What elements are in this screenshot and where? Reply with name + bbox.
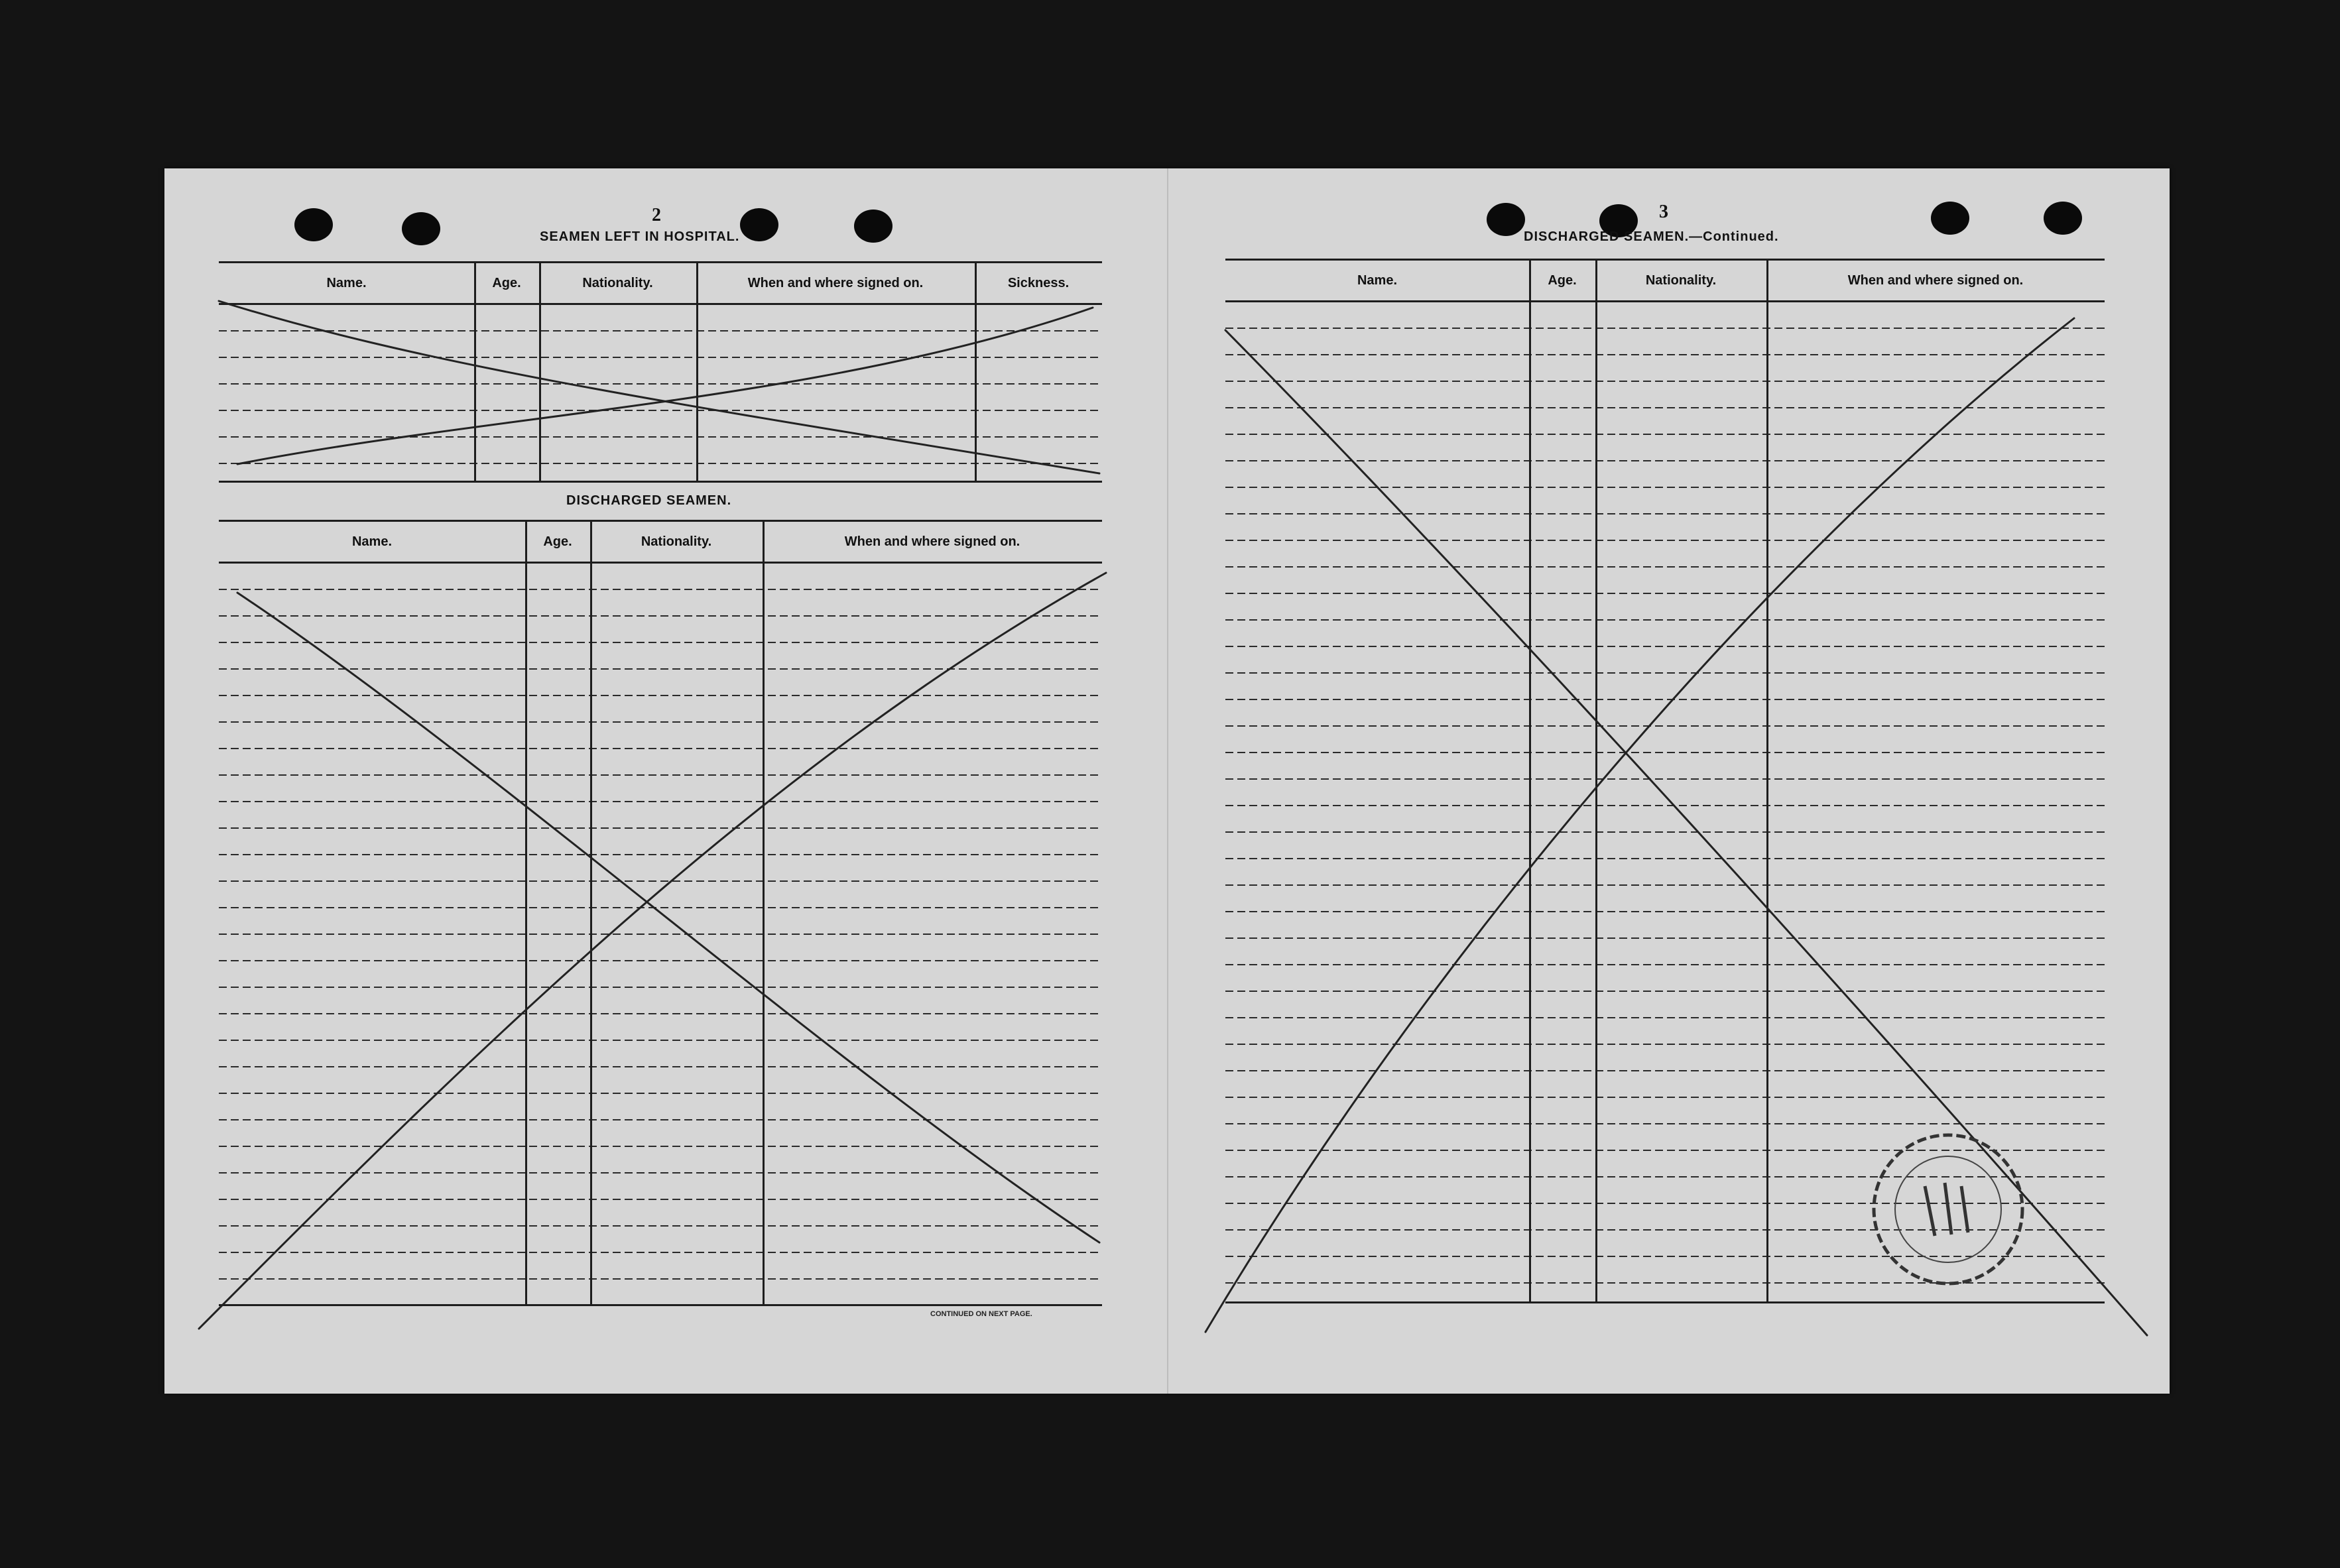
column-rule [1529,261,1531,1301]
col-name: Name. [326,275,367,290]
discharged-continued-header [1225,261,2105,302]
column-rule [696,263,698,481]
column-rule [539,263,541,481]
page-number: 3 [1659,202,1668,222]
column-rule [1766,261,1768,1301]
discharged-table-header [219,522,1102,564]
manifest-sheet [164,168,2170,1394]
column-rule [590,522,592,1304]
col-signed-on: When and where signed on. [747,275,924,290]
column-rule [1595,261,1597,1301]
col-nationality: Nationality. [1645,272,1717,288]
col-name: Name. [351,534,393,549]
left-page [164,168,1167,1394]
page-number: 2 [652,205,661,225]
discharged-continued-title: DISCHARGED SEAMEN.—Continued. [1524,229,1779,244]
column-rule [975,263,977,481]
col-nationality: Nationality. [641,534,712,549]
column-rule [763,522,765,1304]
col-age: Age. [492,275,521,290]
ruled-rows [219,305,1102,481]
hospital-table [219,261,1102,483]
col-signed-on: When and where signed on. [1847,272,2024,288]
col-nationality: Nationality. [582,275,653,290]
column-rule [474,263,476,481]
column-rule [525,522,527,1304]
hospital-section-title: SEAMEN LEFT IN HOSPITAL. [540,229,740,244]
discharged-section-title: DISCHARGED SEAMEN. [566,493,732,508]
hospital-table-header [219,263,1102,305]
discharged-table [219,520,1102,1306]
col-sickness: Sickness. [1007,275,1070,290]
continued-note: CONTINUED ON NEXT PAGE. [930,1310,1032,1318]
date-stamp [1862,1123,2034,1296]
col-age: Age. [543,534,572,549]
ruled-rows [219,564,1102,1304]
col-name: Name. [1357,272,1398,288]
col-signed-on: When and where signed on. [844,534,1020,549]
col-age: Age. [1548,272,1577,288]
